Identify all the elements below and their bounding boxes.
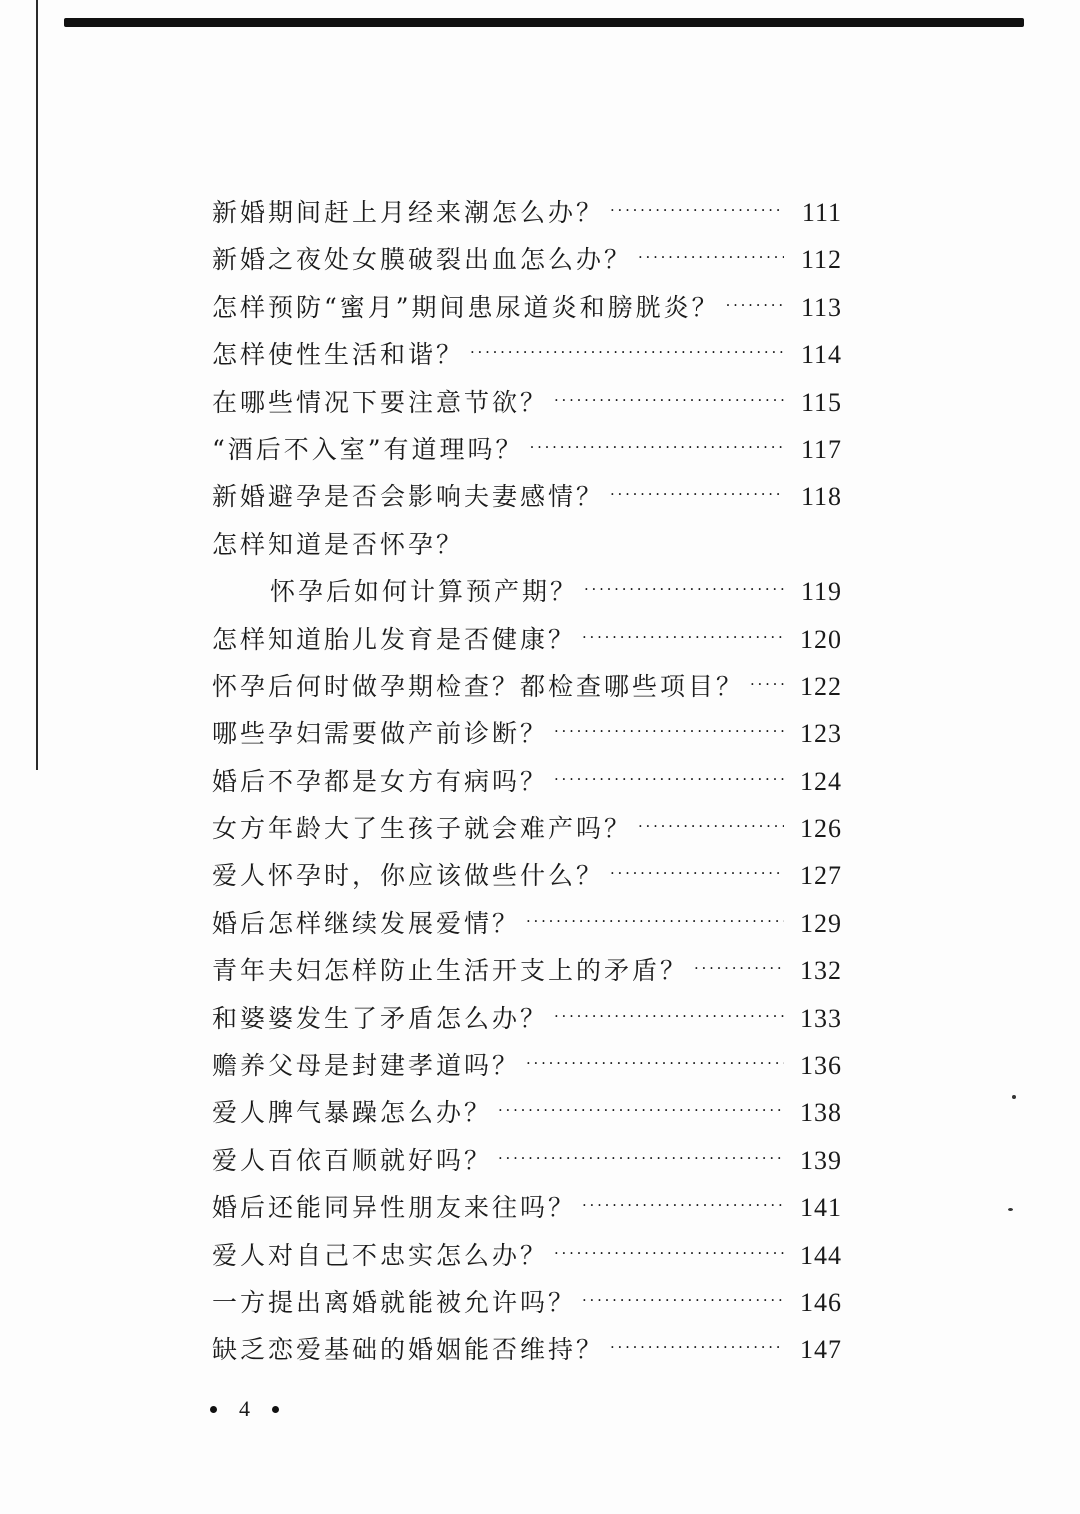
bullet-icon: [210, 1406, 217, 1413]
toc-entry: [212, 572, 842, 619]
toc-leader-dots: [694, 959, 784, 977]
toc-entry-page: 133: [800, 1003, 842, 1033]
toc-entry-title: 缺乏恋爱基础的婚姻能否维持？: [212, 1335, 605, 1365]
toc-leader-dots: [498, 1101, 784, 1119]
toc-entry-page: 112: [800, 245, 842, 275]
toc-entry: [212, 1283, 842, 1330]
toc-entry-title: 赡养父母是封建孝道吗？: [212, 1051, 521, 1081]
toc-leader-dots: [554, 391, 784, 409]
toc-entry: [212, 714, 842, 761]
toc-entry: [212, 620, 842, 667]
toc-entry: [212, 951, 842, 998]
toc-entry: [212, 904, 842, 951]
toc-entry-page: 139: [800, 1145, 842, 1175]
toc-leader-dots: [526, 1054, 784, 1072]
bullet-icon: [272, 1406, 279, 1413]
toc-entry-page: 132: [800, 956, 842, 986]
toc-entry: [212, 809, 842, 856]
toc-entry: [212, 1236, 842, 1283]
toc-entry: [212, 335, 842, 382]
toc-entry: [212, 856, 842, 903]
toc-entry-page: 144: [800, 1240, 842, 1270]
toc-leader-dots: [526, 912, 784, 930]
toc-entry-title: 新婚期间赶上月经来潮怎么办？: [212, 198, 605, 227]
toc-entry-title: 婚后还能同异性朋友来往吗？: [212, 1193, 577, 1223]
toc-entry: [212, 288, 842, 335]
toc-leader-dots: [498, 1149, 784, 1167]
toc-entry-title: 一方提出离婚就能被允许吗？: [212, 1287, 577, 1317]
toc-leader-dots: [750, 675, 784, 693]
scan-speck: [1012, 1095, 1016, 1099]
toc-entry: [212, 477, 842, 524]
toc-leader-dots: [530, 438, 784, 456]
toc-leader-dots: [470, 343, 784, 361]
toc-entry-title: “酒后不入室”有道理吗？: [212, 434, 524, 464]
toc-entry-title: 婚后不孕都是女方有病吗？: [212, 766, 549, 796]
toc-entry-title: 怎样知道胎儿发育是否健康？: [212, 624, 577, 654]
toc-entry-title: 怎样使性生活和谐？: [212, 340, 465, 370]
toc-entry-title: 婚后怎样继续发展爱情？: [212, 908, 521, 938]
toc-entry: [212, 1141, 842, 1188]
toc-entry: [212, 193, 842, 240]
toc-entry-page: 147: [800, 1335, 842, 1365]
toc-leader-dots: [638, 248, 784, 266]
toc-entry-title: 怎样知道是否怀孕？: [212, 529, 465, 559]
toc-entry-page: 141: [800, 1193, 842, 1223]
toc-leader-dots: [610, 1338, 784, 1356]
toc-entry: [212, 240, 842, 287]
toc-leader-dots: [582, 1291, 784, 1309]
toc-entry: [212, 999, 842, 1046]
toc-leader-dots: [610, 201, 784, 219]
toc-entry-title: 怀孕后如何计算预产期？: [270, 577, 579, 607]
toc-entry-page: 124: [800, 766, 842, 796]
toc-entry-page: 129: [800, 908, 842, 938]
toc-leader-dots: [610, 485, 784, 503]
toc-entry-title: 怎样预防“蜜月”期间患尿道炎和膀胱炎？: [212, 292, 720, 322]
toc-entry-page: 120: [800, 624, 842, 654]
toc-entry-page: 111: [801, 198, 842, 227]
toc-entry-title: 爱人百依百顺就好吗？: [212, 1145, 493, 1175]
toc-entry-page: 126: [800, 814, 842, 844]
toc-entry: [212, 430, 842, 477]
page-number: 4: [239, 1396, 250, 1421]
toc-entry-title: 哪些孕妇需要做产前诊断？: [212, 719, 549, 749]
toc-leader-dots: [584, 580, 784, 598]
toc-entry-page: 146: [800, 1287, 842, 1317]
toc-entry: [212, 525, 842, 572]
toc-leader-dots: [554, 1244, 784, 1262]
toc-entry-page: 138: [800, 1098, 842, 1128]
toc-leader-dots: [554, 1007, 784, 1025]
toc-entry: [212, 1093, 842, 1140]
toc-leader-dots: [610, 864, 784, 882]
toc-entry-page: 113: [800, 292, 842, 322]
toc-entry-page: 115: [800, 387, 842, 417]
toc-entry: [212, 762, 842, 809]
toc-entry: [212, 1330, 842, 1377]
toc-entry-page: 136: [800, 1051, 842, 1081]
toc-entry-page: 117: [800, 434, 842, 464]
toc-entry-title: 在哪些情况下要注意节欲？: [212, 387, 549, 417]
table-of-contents: [212, 193, 842, 1378]
header-rule: [64, 18, 1024, 27]
page-folio: [210, 1396, 279, 1422]
toc-entry-title: 爱人对自己不忠实怎么办？: [212, 1240, 549, 1270]
scan-speck: [1008, 1208, 1013, 1211]
toc-leader-dots: [554, 770, 784, 788]
toc-entry: [212, 667, 842, 714]
toc-entry-page: 114: [800, 340, 842, 370]
toc-entry-title: 新婚之夜处女膜破裂出血怎么办？: [212, 245, 633, 275]
toc-entry-title: 爱人怀孕时，你应该做些什么？: [212, 861, 605, 891]
toc-entry: [212, 1046, 842, 1093]
toc-leader-dots: [554, 722, 784, 740]
toc-entry-page: 118: [800, 482, 842, 512]
toc-entry-page: 127: [800, 861, 842, 891]
toc-leader-dots: [582, 1196, 784, 1214]
page-edge-line: [36, 0, 38, 770]
toc-entry-title: 青年夫妇怎样防止生活开支上的矛盾？: [212, 956, 689, 986]
toc-entry: [212, 1188, 842, 1235]
toc-leader-dots: [582, 628, 784, 646]
toc-entry-page: 119: [800, 577, 842, 607]
toc-entry-title: 爱人脾气暴躁怎么办？: [212, 1098, 493, 1128]
toc-entry-title: 新婚避孕是否会影响夫妻感情？: [212, 482, 605, 512]
toc-leader-dots: [726, 296, 784, 314]
toc-entry: [212, 383, 842, 430]
toc-entry-title: 和婆婆发生了矛盾怎么办？: [212, 1003, 549, 1033]
toc-entry-title: 怀孕后何时做孕期检查？都检查哪些项目？: [212, 671, 745, 701]
toc-entry-title: 女方年龄大了生孩子就会难产吗？: [212, 814, 633, 844]
toc-leader-dots: [638, 817, 784, 835]
toc-entry-page: 122: [800, 671, 842, 701]
toc-entry-page: 123: [800, 719, 842, 749]
